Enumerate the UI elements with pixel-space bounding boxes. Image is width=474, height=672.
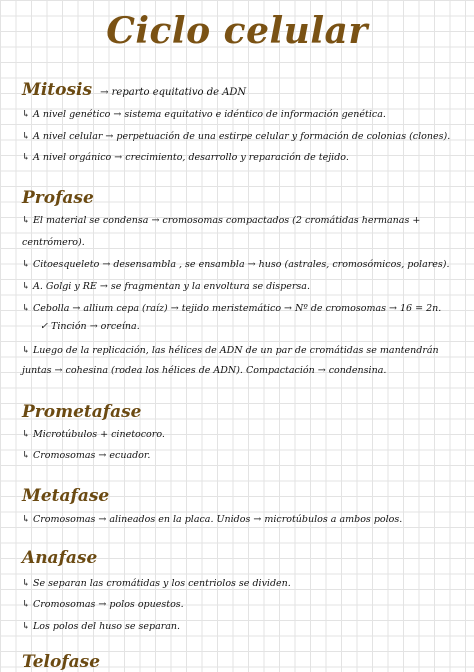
heading-profase: Profase (22, 188, 94, 208)
profase-line-8: juntas → cohesina (rodea los hélices de ADN). Compactación → condensina. (22, 365, 387, 376)
heading-metafase: Metafase (22, 486, 110, 506)
profase-line-2: centrómero). (22, 237, 85, 248)
profase-line-6: ✓ Tinción → orceína. (40, 321, 140, 332)
profase-line-4: ↳ A. Golgi y RE → se fragmentan y la envoltura se dispersa. (22, 281, 310, 292)
profase-line-3: ↳ Citoesqueleto → desensambla , se ensambla → huso (astrales, cromosómicos, polares). (22, 259, 450, 270)
profase-line-7: ↳ Luego de la replicación, las hélices de ADN de un par de cromátidas se mantendrán (22, 345, 439, 356)
prometafase-line-2: ↳ Cromosomas → ecuador. (22, 450, 151, 461)
mitosis-line-1: ↳ A nivel genético → sistema equitativo e idéntico de información genética. (22, 109, 386, 120)
heading-mitosis (22, 80, 246, 100)
heading-prometafase: Prometafase (22, 402, 142, 422)
profase-line-1: ↳ El material se condensa → cromosomas compactados (2 cromátidas hermanas + (22, 215, 421, 226)
anafase-line-3: ↳ Los polos del huso se separan. (22, 621, 181, 632)
prometafase-line-1: ↳ Microtúbulos + cinetocoro. (22, 429, 165, 440)
profase-line-5: ↳ Cebolla → allium cepa (raíz) → tejido meristemático → Nº de cromosomas → 16 = 2n. (22, 303, 442, 314)
heading-anafase: Anafase (22, 548, 98, 568)
anafase-line-2: ↳ Cromosomas → polos opuestos. (22, 599, 184, 610)
anafase-line-1: ↳ Se separan las cromátidas y los centriolos se dividen. (22, 578, 291, 589)
metafase-line-1: ↳ Cromosomas → alineados en la placa. Unidos → microtúbulos a ambos polos. (22, 514, 403, 525)
mitosis-note: → reparto equitativo de ADN (100, 87, 247, 98)
page-title: Ciclo celular (106, 10, 368, 52)
mitosis-line-3: ↳ A nivel orgánico → crecimiento, desarrollo y reparación de tejido. (22, 152, 349, 163)
mitosis-line-2: ↳ A nivel celular → perpetuación de una estirpe celular y formación de colonias (clones). (22, 131, 451, 142)
heading-telofase: Telofase (22, 652, 101, 672)
heading-mitosis-text: Mitosis (22, 80, 93, 100)
